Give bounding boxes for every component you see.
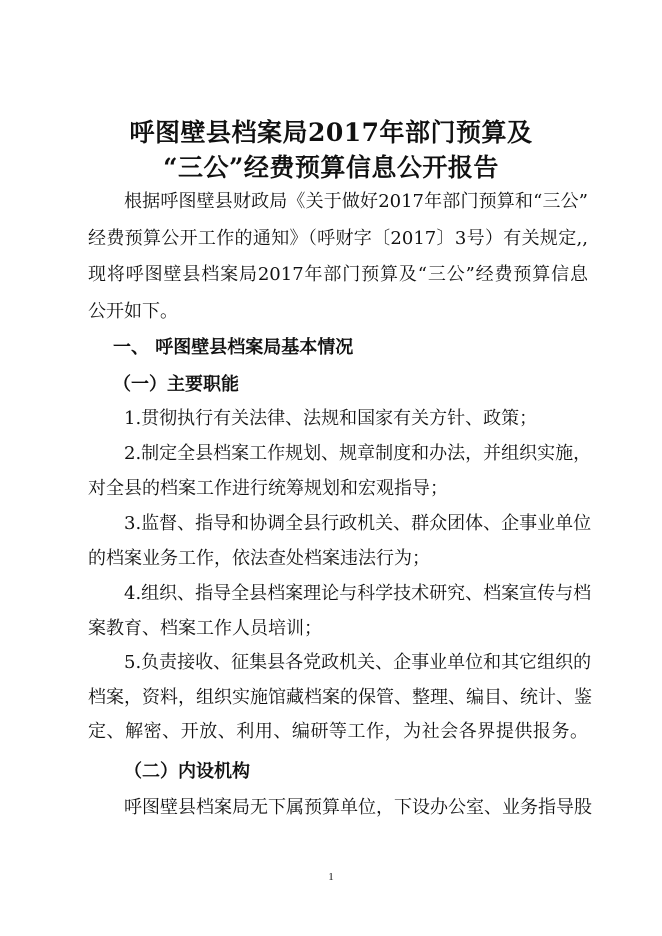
internal-structure-text: 呼图壁县档案局无下属预算单位，下设办公室、业务指导股 bbox=[124, 797, 592, 818]
function-item-line: 对全县的档案工作进行统筹规划和宏观指导； bbox=[88, 478, 448, 499]
function-item-line: 案教育、档案工作人员培训； bbox=[88, 618, 322, 639]
function-item-line: 的档案业务工作，依法查处档案违法行为； bbox=[88, 548, 430, 569]
intro-paragraph-line: 根据呼图壁县财政局《关于做好2017年部门预算和“三公” bbox=[124, 191, 588, 212]
function-item-line: 定、解密、开放、利用、编研等工作，为社会各界提供报务。 bbox=[88, 721, 588, 742]
function-item-line: 3.监督、指导和协调全县行政机关、群众团体、企事业单位 bbox=[124, 513, 592, 534]
section-heading-basic-info: 一、 呼图壁县档案局基本情况 bbox=[113, 337, 354, 358]
subsection-heading-internal-structure: （二）内设机构 bbox=[124, 761, 250, 782]
intro-paragraph-line: 现将呼图壁县档案局2017年部门预算及“三公”经费预算信息 bbox=[88, 264, 588, 285]
function-item-line: 5.负责接收、征集县各党政机关、企事业单位和其它组织的 bbox=[124, 652, 592, 673]
document-title-line-1: 呼图壁县档案局2017年部门预算及 bbox=[129, 118, 533, 147]
page-number: 1 bbox=[328, 871, 334, 883]
function-item-line: 1.贯彻执行有关法律、法规和国家有关方针、政策； bbox=[124, 408, 538, 429]
document-title-line-2: “三公”经费预算信息公开报告 bbox=[163, 153, 499, 182]
function-item-line: 档案，资料，组织实施馆藏档案的保管、整理、编目、统计、鉴 bbox=[88, 687, 592, 708]
subsection-heading-main-functions: （一）主要职能 bbox=[113, 374, 239, 395]
intro-paragraph-line: 公开如下。 bbox=[88, 301, 178, 322]
function-item-line: 4.组织、指导全县档案理论与科学技术研究、档案宣传与档 bbox=[124, 583, 592, 604]
intro-paragraph-line: 经费预算公开工作的通知》（呼财字〔2017〕3号）有关规定,, bbox=[88, 228, 588, 249]
function-item-line: 2.制定全县档案工作规划、规章制度和办法，并组织实施， bbox=[124, 443, 592, 464]
